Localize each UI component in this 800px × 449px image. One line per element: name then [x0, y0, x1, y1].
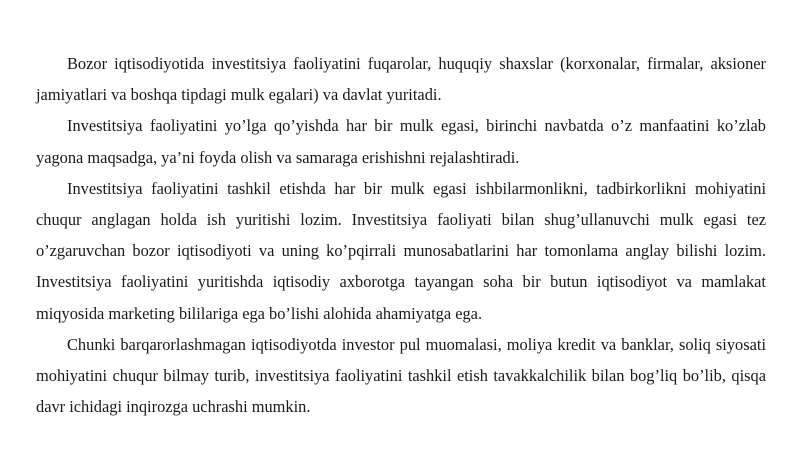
paragraph-2: Investitsiya faoliyatini yo’lga qo’yishda har bir mulk egasi, birinchi navbatda o’z manfaatini ko’zlab yagona maqsadga, ya’ni foyda olish va samaraga erishishni rejalashtiradi. [36, 116, 766, 167]
document-body [36, 48, 766, 422]
paragraph-1: Bozor iqtisodiyotida investitsiya faoliyatini fuqarolar, huquqiy shaxslar (korxonalar, firmalar, aksioner jamiyatlari va boshqa tipdagi mulk egalari) va davlat yuritadi. [36, 54, 766, 105]
paragraph-4: Chunki barqarorlashmagan iqtisodiyotda investor pul muomalasi, moliya kredit va banklar, soliq siyosati mohiyatini chuqur bilmay turib, investitsiya faoliyatini tashkil etish tavakkalchilik bilan bog’liq bo’lib, qisqa davr ichidagi inqirozga uchrashi mumkin. [36, 334, 766, 417]
paragraph-3: Investitsiya faoliyatini tashkil etishda har bir mulk egasi ishbilarmonlikni, tadbirkorlikni mohiyatini chuqur anglagan holda ish yuritishi lozim. Investitsiya faoliyati bilan shug’ullanuvchi mulk egasi tez o’zgaruvchan bozor iqtisodiyoti va uning ko’pqirrali munosabatlarini har tomonlama anglay bilishi lozim. Investitsiya faoliyatini yuritishda iqtisodiy axborotga tayangan soha bir butun iqtisodiyot va mamlakat miqyosida marketing bililariga ega bo’lishi alohida ahamiyatga ega. [36, 178, 766, 323]
